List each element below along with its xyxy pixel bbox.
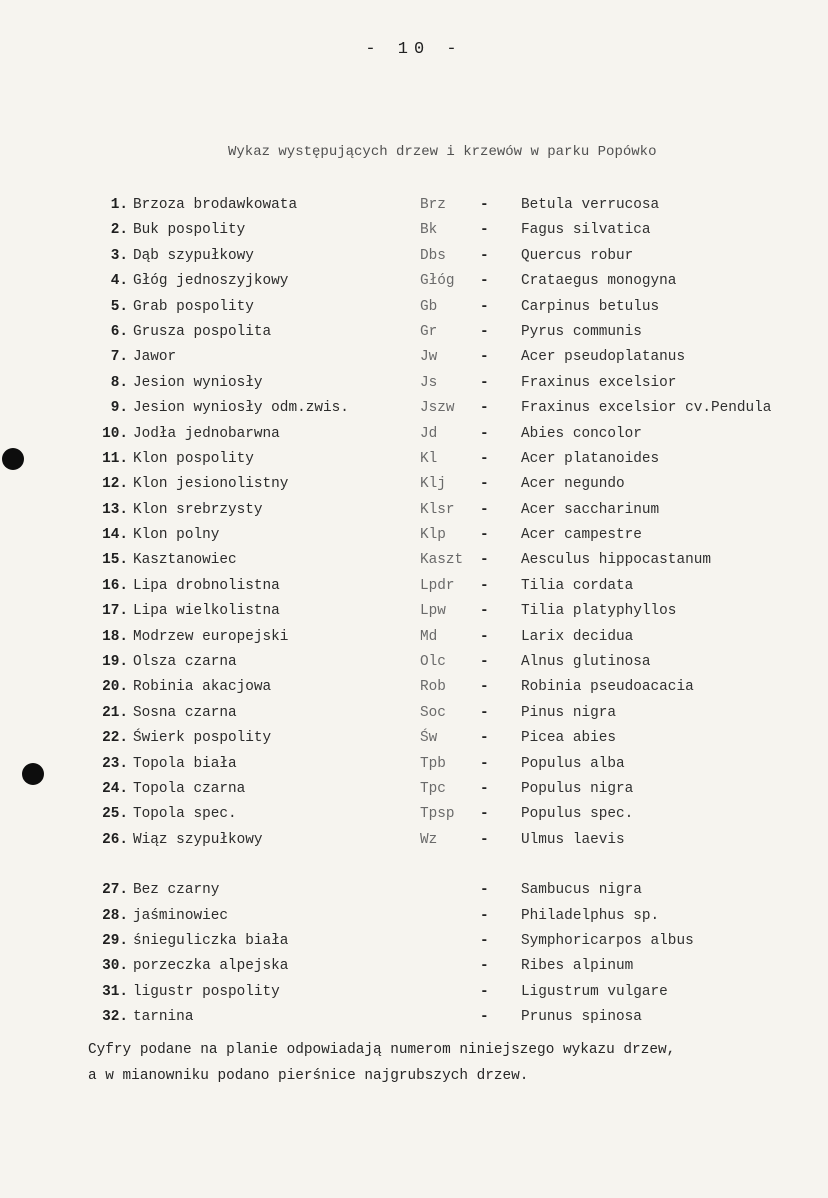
abbreviation: Klp	[420, 527, 446, 544]
entry-number: 24.	[102, 780, 128, 797]
latin-name: Philadelphus sp.	[521, 907, 660, 924]
separator-dash: -	[480, 755, 489, 772]
polish-name: Buk pospolity	[133, 222, 246, 239]
entry-number: 12.	[102, 476, 128, 493]
entry-number: 19.	[102, 654, 128, 671]
list-item	[0, 1005, 828, 1030]
separator-dash: -	[480, 349, 489, 366]
latin-name: Populus spec.	[521, 806, 634, 823]
polish-name: Dąb szypułkowy	[133, 247, 254, 264]
list-item	[0, 828, 828, 853]
list-item	[0, 701, 828, 726]
separator-dash: -	[480, 704, 489, 721]
latin-name: Fagus silvatica	[521, 222, 651, 239]
list-item	[0, 777, 828, 802]
separator-dash: -	[480, 577, 489, 594]
footnote-line-2: a w mianowniku podano pierśnice najgrubszych drzew.	[88, 1067, 529, 1084]
separator-dash: -	[480, 730, 489, 747]
polish-name: Modrzew europejski	[133, 628, 289, 645]
entry-number: 5.	[110, 298, 128, 315]
separator-dash: -	[480, 247, 489, 264]
polish-name: Brzoza brodawkowata	[133, 197, 298, 213]
polish-name: Topola spec.	[133, 806, 237, 823]
separator-dash: -	[480, 400, 489, 417]
list-item	[0, 802, 828, 827]
entry-number: 14.	[102, 527, 128, 544]
list-item	[0, 675, 828, 700]
abbreviation: Tpsp	[420, 806, 455, 823]
polish-name: tarnina	[133, 1009, 194, 1026]
separator-dash: -	[480, 882, 489, 899]
list-item	[0, 218, 828, 243]
polish-name: porzeczka alpejska	[133, 958, 289, 975]
separator-dash: -	[480, 932, 489, 949]
polish-name: Bez czarny	[133, 882, 220, 899]
polish-name: Grusza pospolita	[133, 323, 272, 340]
abbreviation: Rob	[420, 679, 446, 696]
polish-name: Jesion wyniosły	[133, 374, 263, 391]
entry-number: 29.	[102, 932, 128, 949]
entry-number: 4.	[110, 273, 128, 290]
list-item	[0, 599, 828, 624]
polish-name: Głóg jednoszyjkowy	[133, 273, 289, 290]
latin-name: Larix decidua	[521, 628, 634, 645]
abbreviation: Tpc	[420, 780, 446, 797]
separator-dash: -	[480, 527, 489, 544]
separator-dash: -	[480, 831, 489, 848]
abbreviation: Js	[420, 374, 438, 391]
entry-number: 27.	[102, 882, 128, 899]
abbreviation: Klsr	[420, 501, 455, 518]
latin-name: Pinus nigra	[521, 704, 616, 721]
entry-number: 3.	[110, 247, 128, 264]
polish-name: Topola biała	[133, 755, 237, 772]
polish-name: Klon pospolity	[133, 450, 254, 467]
abbreviation: Bk	[420, 222, 438, 239]
separator-dash: -	[480, 501, 489, 518]
latin-name: Fraxinus excelsior	[521, 374, 677, 391]
entry-number: 10.	[102, 425, 128, 442]
latin-name: Fraxinus excelsior cv.Pendula	[521, 400, 772, 417]
abbreviation: Klj	[420, 476, 446, 493]
latin-name: Quercus robur	[521, 247, 634, 264]
entry-number: 25.	[102, 806, 128, 823]
polish-name: Kasztanowiec	[133, 552, 237, 569]
latin-name: Acer pseudoplatanus	[521, 349, 686, 366]
separator-dash: -	[480, 628, 489, 645]
separator-dash: -	[480, 476, 489, 493]
footnote	[88, 1038, 818, 1089]
separator-dash: -	[480, 654, 489, 671]
latin-name: Acer platanoides	[521, 450, 660, 467]
list-item	[0, 371, 828, 396]
entry-number: 23.	[102, 755, 128, 772]
polish-name: Świerk pospolity	[133, 730, 272, 747]
entry-number: 8.	[110, 374, 128, 391]
entry-number: 21.	[102, 704, 128, 721]
polish-name: Jodła jednobarwna	[133, 425, 280, 442]
abbreviation: Lpw	[420, 603, 446, 620]
separator-dash: -	[480, 222, 489, 239]
abbreviation: Tpb	[420, 755, 446, 772]
abbreviation: Soc	[420, 704, 446, 721]
separator-dash: -	[480, 273, 489, 290]
latin-name: Tilia platyphyllos	[521, 603, 677, 620]
polish-name: Klon srebrzysty	[133, 501, 263, 518]
footnote-line-1: Cyfry podane na planie odpowiadają numerom niniejszego wykazu drzew,	[88, 1042, 676, 1058]
latin-name: Acer saccharinum	[521, 501, 660, 518]
polish-name: Klon jesionolistny	[133, 476, 289, 493]
entry-number: 20.	[102, 679, 128, 696]
polish-name: Olsza czarna	[133, 654, 237, 671]
abbreviation: Brz	[420, 197, 446, 213]
list-item	[0, 244, 828, 269]
latin-name: Populus alba	[521, 755, 625, 772]
separator-dash: -	[480, 323, 489, 340]
entry-number: 13.	[102, 501, 128, 518]
latin-name: Carpinus betulus	[521, 298, 660, 315]
separator-dash: -	[480, 425, 489, 442]
entry-number: 17.	[102, 603, 128, 620]
entry-number: 11.	[102, 450, 128, 467]
list-item	[0, 878, 828, 903]
polish-name: Jesion wyniosły odm.zwis.	[133, 400, 349, 417]
list-item	[0, 650, 828, 675]
abbreviation: Gb	[420, 298, 438, 315]
latin-name: Ulmus laevis	[521, 831, 625, 848]
species-list	[0, 193, 828, 1031]
abbreviation: Olc	[420, 654, 446, 671]
entry-number: 1.	[110, 197, 128, 213]
latin-name: Pyrus communis	[521, 323, 642, 340]
abbreviation: Kl	[420, 450, 438, 467]
latin-name: Crataegus monogyna	[521, 273, 677, 290]
separator-dash: -	[480, 983, 489, 1000]
list-item	[0, 752, 828, 777]
list-item	[0, 498, 828, 523]
list-item	[0, 472, 828, 497]
abbreviation: Md	[420, 628, 438, 645]
abbreviation: Jd	[420, 425, 438, 442]
entry-number: 30.	[102, 958, 128, 975]
entry-number: 16.	[102, 577, 128, 594]
polish-name: Topola czarna	[133, 780, 246, 797]
latin-name: Tilia cordata	[521, 577, 634, 594]
entry-number: 31.	[102, 983, 128, 1000]
latin-name: Picea abies	[521, 730, 616, 747]
latin-name: Symphoricarpos albus	[521, 932, 694, 949]
list-item	[0, 269, 828, 294]
separator-dash: -	[480, 197, 489, 213]
separator-dash: -	[480, 780, 489, 797]
polish-name: ligustr pospolity	[133, 983, 280, 1000]
latin-name: Aesculus hippocastanum	[521, 552, 711, 569]
list-item	[0, 193, 828, 218]
separator-dash: -	[480, 806, 489, 823]
list-item	[0, 980, 828, 1005]
separator-dash: -	[480, 907, 489, 924]
latin-name: Acer campestre	[521, 527, 642, 544]
polish-name: śnieguliczka biała	[133, 932, 289, 949]
entry-number: 9.	[110, 400, 128, 417]
list-item	[0, 548, 828, 573]
separator-dash: -	[480, 374, 489, 391]
list-item	[0, 396, 828, 421]
polish-name: Jawor	[133, 349, 177, 366]
abbreviation: Głóg	[420, 273, 455, 290]
separator-dash: -	[480, 450, 489, 467]
abbreviation: Wz	[420, 831, 438, 848]
list-item	[0, 954, 828, 979]
entry-number: 2.	[110, 222, 128, 239]
latin-name: Populus nigra	[521, 780, 634, 797]
polish-name: Robinia akacjowa	[133, 679, 272, 696]
entry-number: 18.	[102, 628, 128, 645]
page-number: - 10 -	[365, 40, 463, 59]
list-item	[0, 345, 828, 370]
separator-dash: -	[480, 679, 489, 696]
polish-name: jaśminowiec	[133, 907, 228, 924]
abbreviation: Dbs	[420, 247, 446, 264]
polish-name: Klon polny	[133, 527, 220, 544]
polish-name: Lipa drobnolistna	[133, 577, 280, 594]
latin-name: Abies concolor	[521, 425, 642, 442]
latin-name: Alnus glutinosa	[521, 654, 651, 671]
latin-name: Ribes alpinum	[521, 958, 634, 975]
separator-dash: -	[480, 1009, 489, 1026]
list-item	[0, 726, 828, 751]
polish-name: Wiąz szypułkowy	[133, 831, 263, 848]
polish-name: Lipa wielkolistna	[133, 603, 280, 620]
abbreviation: Kaszt	[420, 552, 464, 569]
abbreviation: Jw	[420, 349, 438, 366]
latin-name: Betula verrucosa	[521, 197, 660, 213]
polish-name: Sosna czarna	[133, 704, 237, 721]
abbreviation: Św	[420, 730, 438, 747]
entry-number: 22.	[102, 730, 128, 747]
list-item	[0, 295, 828, 320]
polish-name: Grab pospolity	[133, 298, 254, 315]
latin-name: Sambucus nigra	[521, 882, 642, 899]
abbreviation: Jszw	[420, 400, 455, 417]
entry-number: 26.	[102, 831, 128, 848]
latin-name: Ligustrum vulgare	[521, 983, 668, 1000]
list-item	[0, 447, 828, 472]
entry-number: 6.	[110, 323, 128, 340]
entry-number: 32.	[102, 1009, 128, 1026]
list-item	[0, 904, 828, 929]
separator-dash: -	[480, 298, 489, 315]
entry-number: 28.	[102, 907, 128, 924]
list-item	[0, 625, 828, 650]
list-item	[0, 523, 828, 548]
latin-name: Robinia pseudoacacia	[521, 679, 694, 696]
separator-dash: -	[480, 552, 489, 569]
abbreviation: Gr	[420, 323, 438, 340]
list-item	[0, 574, 828, 599]
latin-name: Acer negundo	[521, 476, 625, 493]
separator-dash: -	[480, 603, 489, 620]
list-item	[0, 422, 828, 447]
latin-name: Prunus spinosa	[521, 1009, 642, 1026]
list-item	[0, 320, 828, 345]
abbreviation: Lpdr	[420, 577, 455, 594]
entry-number: 7.	[110, 349, 128, 366]
entry-number: 15.	[102, 552, 128, 569]
list-item	[0, 929, 828, 954]
separator-dash: -	[480, 958, 489, 975]
list-heading: Wykaz występujących drzew i krzewów w parku Popówko	[228, 144, 657, 160]
